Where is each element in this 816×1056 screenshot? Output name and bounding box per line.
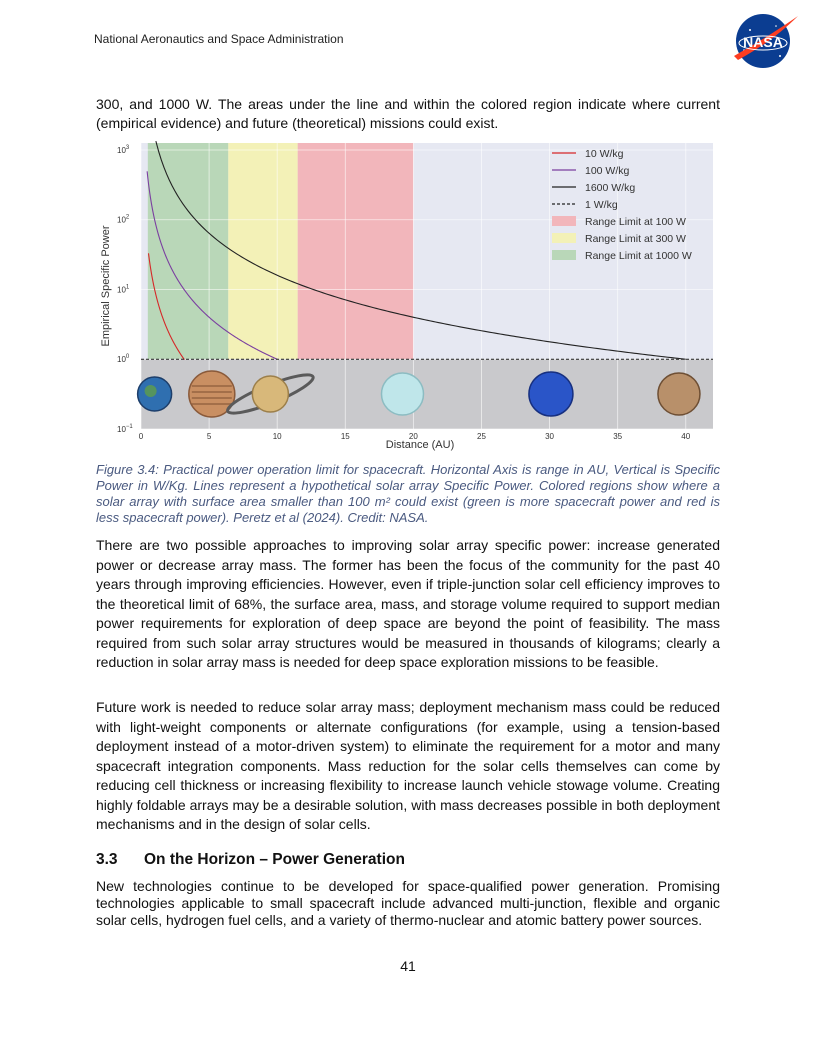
y-axis-label: Empirical Specific Power [100, 225, 112, 347]
page-number: 41 [400, 958, 416, 974]
header-organization: National Aeronautics and Space Administration [94, 32, 344, 46]
intro-paragraph: 300, and 1000 W. The areas under the line and within the colored region indicate where current (empirical evidence) and future (theoretical) missions could exist. [96, 96, 720, 131]
legend-label: Range Limit at 100 W [585, 216, 686, 228]
y-tick-label: $10^3$ [117, 144, 130, 155]
nasa-logo-text: NASA [743, 34, 783, 50]
x-tick-label: 35 [613, 432, 623, 441]
region-0 [298, 143, 414, 359]
legend-label: Range Limit at 1000 W [585, 250, 692, 262]
planet-uranus [381, 373, 423, 415]
planet-neptune [529, 372, 573, 416]
caption-label: Figure 3.4: [96, 462, 159, 477]
y-tick-label: $10^2$ [117, 214, 130, 225]
body-paragraph-1: There are two possible approaches to improving solar array specific power: increase generated power or decrease array mass. The former has been the focus of the community for the past 40 years through improving efficiencies. However, even if triple-junction solar cell efficiency improves to the theoretical limit of 68%, the surface area, mass, and storage volume required to support median power requirements for exploration of deep space are beyond the point of feasibility. The mass required from such solar array structures would be measured in thousands of kilograms; clearly a reduction in solar array mass is needed for deep space exploration missions to be feasible. [96, 537, 720, 670]
legend-label: 100 W/kg [585, 165, 630, 177]
planet-pluto [658, 373, 700, 415]
y-tick-label: $10^0$ [117, 354, 130, 365]
y-tick-label: $10^1$ [117, 284, 130, 295]
x-tick-label: 40 [681, 432, 691, 441]
legend-label: Range Limit at 300 W [585, 233, 686, 245]
x-tick-label: 5 [206, 432, 212, 441]
y-tick-label: $10^{-1}$ [117, 424, 133, 434]
x-axis-label: Distance (AU) [385, 439, 455, 451]
figure-caption [96, 462, 720, 526]
x-tick-label: 20 [408, 432, 418, 441]
caption-text: Practical power operation limit for spacecraft. Horizontal Axis is range in AU, Vertical is Specific Power in W/Kg. Lines represent a hypothetical solar array Specific Power. Colored regions show where a solar array with surface area smaller than 100 m² could exist (green is more spacecraft power and red is less spacecraft power). Peretz et al (2024). Credit: NASA. [96, 462, 720, 525]
legend-label: 1600 W/kg [585, 182, 636, 194]
section-heading [96, 851, 405, 869]
x-tick-label: 0 [138, 432, 144, 441]
power-limit-chart [96, 140, 720, 456]
x-tick-label: 25 [477, 432, 486, 441]
section-number: 3.3 [96, 851, 118, 868]
planet-earth [138, 377, 172, 411]
legend-label: 10 W/kg [585, 148, 624, 160]
x-tick-label: 15 [340, 432, 350, 441]
body-paragraph-2: Future work is needed to reduce solar array mass; deployment mechanism mass could be reduced with light-weight components or alternate configurations (for example, using a tension-based deployment instead of a motor-driven system) to eliminate the requirement for a motor and many spacecraft integration components. Mass reduction for the solar cells themselves can come by reducing cell thickness or increasing flexibility to increase launch vehicle stowage volume. Creating highly foldable arrays may be a desirable solution, with mass decreases possible in both deployment mechanisms and in the design of solar cells. [96, 699, 720, 832]
nasa-logo [730, 12, 800, 70]
region-2 [148, 143, 228, 359]
x-tick-label: 10 [272, 432, 282, 441]
section-title: On the Horizon – Power Generation [144, 851, 405, 868]
legend-label: 1 W/kg [585, 199, 618, 211]
region-1 [228, 143, 297, 359]
x-tick-label: 30 [545, 432, 555, 441]
body-paragraph-3: New technologies continue to be developed for space-qualified power generation. Promising technologies applicable to small spacecraft include advanced multi-junction, flexible and organic solar cells, hydrogen fuel cells, and a variety of thermo-nuclear and atomic battery power sources. [96, 878, 720, 928]
